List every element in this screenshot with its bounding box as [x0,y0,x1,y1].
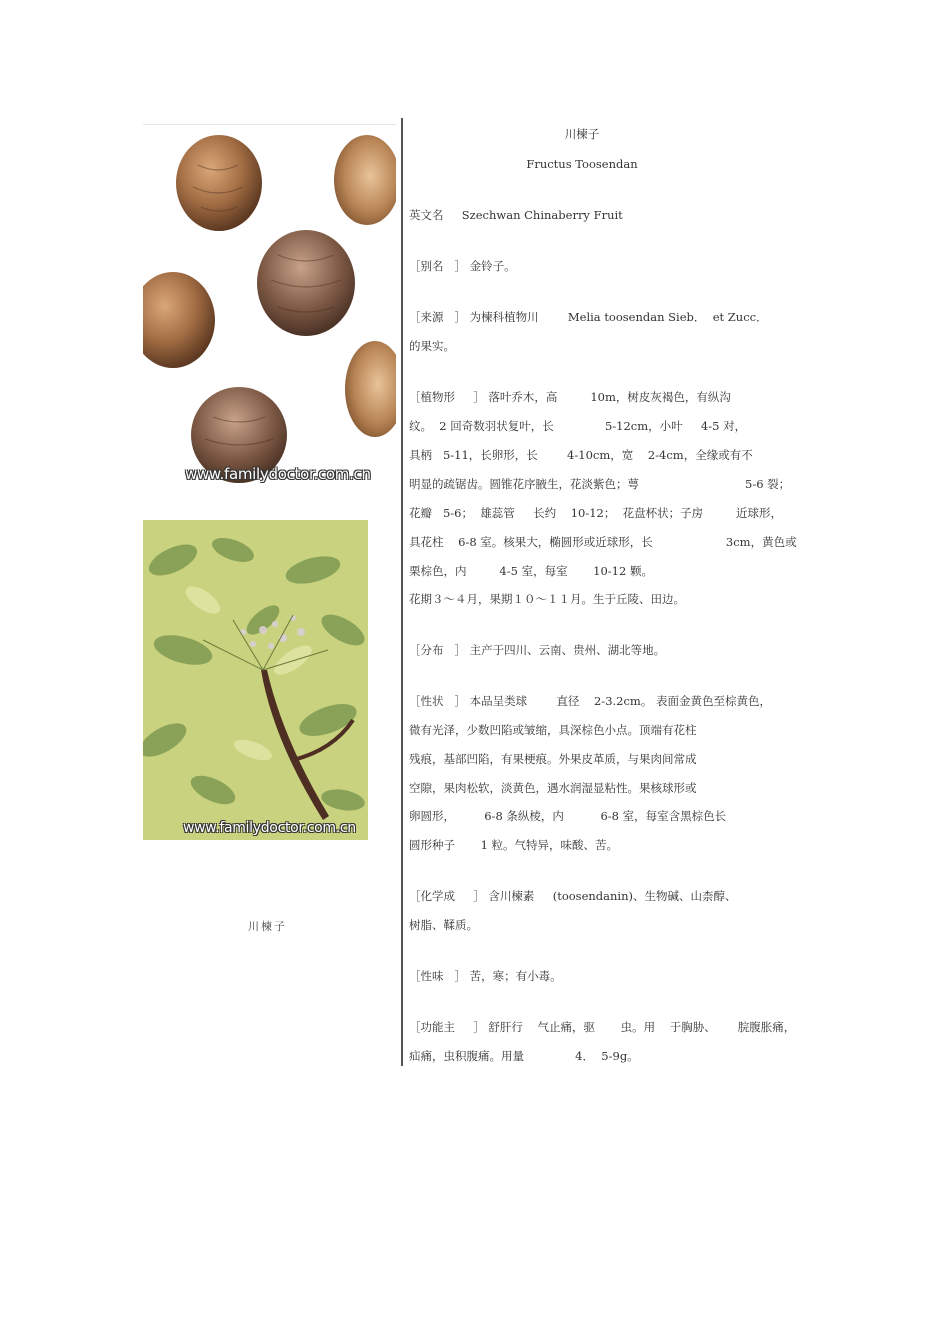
english-name: 英文名 Szechwan Chinaberry Fruit [409,208,623,222]
distribution-line: ［分布 ］ 主产于四川、云南、贵州、湖北等地。 [409,643,666,657]
description-line: ［植物形 ］ 落叶乔木，高 10m，树皮灰褐色，有纵沟 [409,390,731,404]
chemistry-line: 树脂、鞣质。 [409,918,478,932]
fruit-photo [143,124,396,487]
title-cn: 川楝子 [564,127,600,141]
description-line: 栗棕色，内 4-5 室，每室 10-12 颗。 [409,564,653,578]
description-line: 纹。 2 回奇数羽状复叶，长 5-12cm，小叶 4-5 对， [409,419,747,433]
source-line-2: 的果实。 [409,339,455,353]
tree-photo [143,520,368,840]
properties-line: 空隙，果肉松软，淡黄色，遇水润湿显粘性。果核球形或 [409,781,697,795]
fruit-illustration [143,125,396,487]
properties-line: ［性状 ］ 本品呈类球 直径 2-3.2cm。 表面金黄色至棕黄色， [409,694,771,708]
description-line: 具柄 5-11，长卵形，长 4-10cm，宽 2-4cm，全缘或有不 [409,448,753,462]
description-line: 具花柱 6-8 室。核果大，椭圆形或近球形，长 3cm，黄色或 [409,535,797,549]
tree-photo-watermark: www.familydoctor.com.cn [183,820,356,836]
source-line: ［来源 ］ 为楝科植物川 Melia toosendan Sieb． et Zucc． [409,310,768,324]
title-latin: Fructus Toosendan [526,157,638,171]
properties-line: 卵圆形， 6-8 条纵棱，内 6-8 室，每室含黑棕色长 [409,809,727,823]
description-line: 明显的疏锯齿。圆锥花序腋生，花淡紫色；萼 5-6 裂； [409,477,791,491]
description-line: 花瓣 5-6； 雄蕊管 长约 10-12； 花盘杯状；子房 近球形， [409,506,783,520]
properties-line: 圆形种子 1 粒。气特异，味酸、苦。 [409,838,619,852]
tree-illustration [143,520,368,840]
alias-line: ［别名 ］ 金铃子。 [409,259,516,273]
description-line: 花期３～４月，果期１０～１１月。生于丘陵、田边。 [409,592,685,606]
chemistry-line: ［化学成 ］ 含川楝素 (toosendanin)、生物碱、山柰醇、 [409,889,737,903]
fruit-photo-watermark: www.familydoctor.com.cn [185,465,371,483]
usage-line: 疝痛，虫积腹痛。用量 4． 5-9g。 [409,1049,639,1063]
left-caption: 川楝子 [248,920,287,933]
properties-line: 残痕，基部凹陷，有果梗痕。外果皮革质，与果肉间常成 [409,752,697,766]
usage-line: ［功能主 ］ 舒肝行 气止痛，驱 虫。用 于胸胁、 脘腹胀痛， [409,1020,796,1034]
nature-line: ［性味 ］ 苦，寒；有小毒。 [409,969,562,983]
column-divider [401,118,403,1066]
properties-line: 微有光泽，少数凹陷或皱缩，具深棕色小点。顶端有花柱 [409,723,697,737]
